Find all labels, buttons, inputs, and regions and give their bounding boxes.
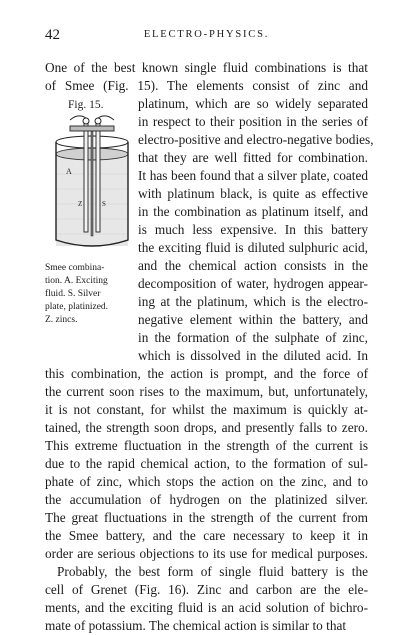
running-title: ELECTRO-PHYSICS. xyxy=(143,29,270,40)
text-line: This extreme fluctuation in the strength of the current is xyxy=(45,438,368,453)
text-line: Probably, the best form of single fluid battery is the xyxy=(57,564,368,579)
text-line: this combination, the action is prompt, and the force of xyxy=(45,366,368,381)
figure-letter-a: A xyxy=(66,167,72,176)
figure-caption: Z. zincs. xyxy=(45,315,78,325)
text-line: which is dissolved in the diluted acid. In xyxy=(138,348,368,363)
text-line: in the combination as platinum itself, and xyxy=(138,204,368,219)
text-line: ing at the platinum, which is the electro- xyxy=(138,294,368,309)
figure-letter-s: S xyxy=(102,200,106,208)
text-line: order are serious objections to its use for medical purposes. xyxy=(45,546,368,561)
text-line: The great fluctuations in the strength of the current from xyxy=(45,510,368,525)
text-line: cell of Grenet (Fig. 16). Zinc and carbon are the ele- xyxy=(45,582,368,597)
text-line: in respect to their position in the series of xyxy=(138,114,368,129)
text-line: the exciting fluid is diluted sulphuric acid, xyxy=(138,240,368,255)
text-line: due to the rapid chemical action, to the formation of sul- xyxy=(45,456,368,471)
text-line: decomposition of water, hydrogen appear- xyxy=(138,276,368,291)
text-line: negative element within the battery, and xyxy=(138,312,368,327)
text-line: and the chemical action consists in the xyxy=(138,258,368,273)
text-line: is much less expensive. In this battery xyxy=(138,222,368,237)
text-line: platinum, which are so widely separated xyxy=(138,96,368,111)
figure-caption: fluid. S. Silver xyxy=(45,289,101,299)
smee-cell-illustration xyxy=(52,114,132,248)
page-number: 42 xyxy=(45,27,60,43)
text-line: the Smee battery, and the care necessary to keep it in xyxy=(45,528,368,543)
text-line: it is not constant, for whilst the maximum is quickly at- xyxy=(45,402,368,417)
text-line: One of the best known single fluid combinations is that xyxy=(45,60,368,75)
text-line: mate of potassium. The chemical action is similar to that xyxy=(45,618,347,633)
figure-caption: Smee combina- xyxy=(45,263,105,273)
figure-caption: plate, platinized. xyxy=(45,302,109,312)
text-line: in the formation of the sulphate of zinc, xyxy=(138,330,368,345)
text-line: that they are well fitted for combination. xyxy=(138,150,368,165)
text-line: the accumulation of hydrogen on the platinized silver. xyxy=(45,492,368,507)
text-line: electro-positive and electro-negative bodies, xyxy=(138,132,374,147)
text-line: tained, the strength soon drops, and presently falls to zero. xyxy=(45,420,368,435)
text-line: with platinum black, is quite as effective xyxy=(138,186,368,201)
figure-letter-z: Z xyxy=(78,200,83,208)
text-line: phate of zinc, which stops the action on the zinc, and to xyxy=(45,474,368,489)
figure-caption: tion. A. Exciting xyxy=(45,276,108,286)
text-line: It has been found that a silver plate, coated xyxy=(138,168,368,183)
text-line: of Smee (Fig. 15). The elements consist of zinc and xyxy=(45,78,368,93)
text-line: the current soon rises to the maximum, but, unfortunately, xyxy=(45,384,368,399)
text-line: ments, and the exciting fluid is an acid solution of bichro- xyxy=(45,600,368,615)
figure-label: Fig. 15. xyxy=(68,99,104,111)
page-header xyxy=(45,27,368,43)
